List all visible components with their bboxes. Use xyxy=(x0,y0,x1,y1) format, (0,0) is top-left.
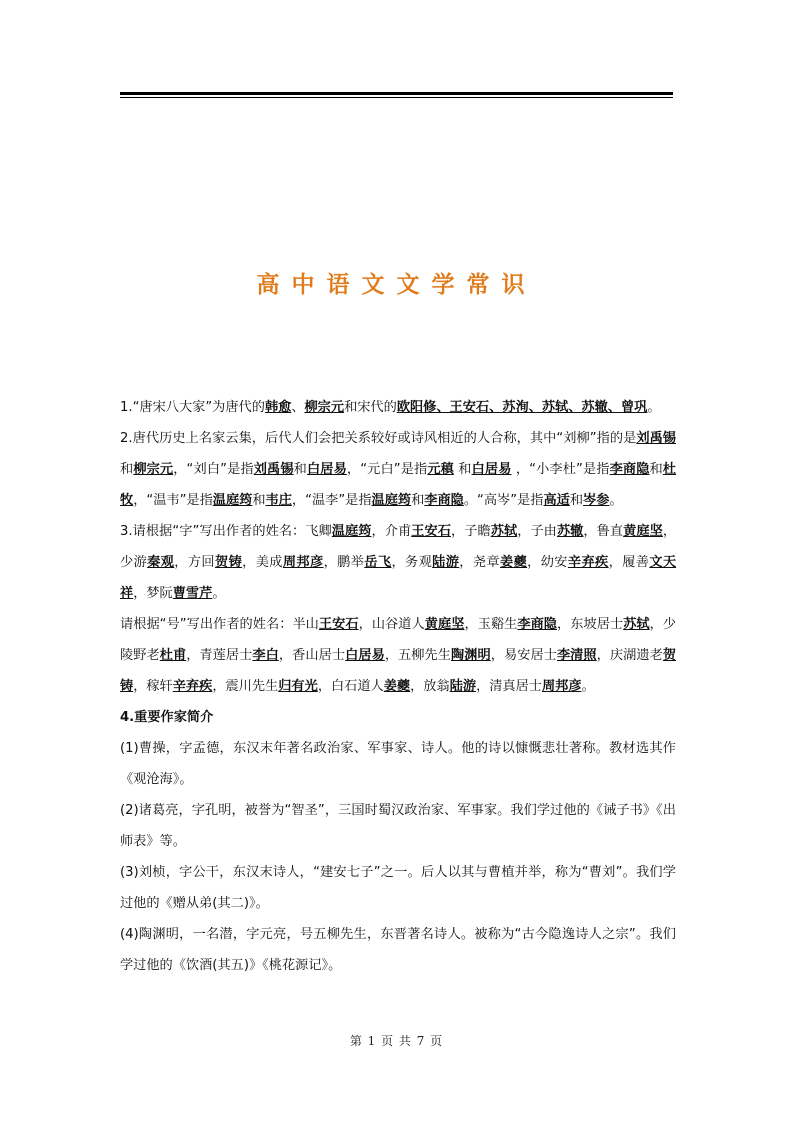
text-run: 。 xyxy=(647,400,661,415)
text-run: 。 xyxy=(581,679,595,694)
text-run: ，“温韦”是指 xyxy=(133,493,213,508)
text-run: ，履善 xyxy=(608,555,650,570)
author-name: 辛弃疾 xyxy=(567,555,609,570)
text-run: 和 xyxy=(569,493,584,508)
author-name: 刘禹锡 xyxy=(636,431,676,446)
section-2 xyxy=(120,423,676,516)
author-name: 陶渊明 xyxy=(451,648,491,663)
text-run: ，“刘白”是指 xyxy=(173,462,254,477)
header-rule-thin xyxy=(120,97,673,98)
text-run: ，少陵野老 xyxy=(120,617,677,663)
text-run: ，务观 xyxy=(391,555,433,570)
author-name: 归有光 xyxy=(278,679,318,694)
author-name: 杜牧 xyxy=(120,462,677,508)
document-body xyxy=(120,392,676,981)
text-run: 2.唐代历史上名家云集，后代人们会把关系较好或诗风相近的人合称，其中“刘柳”指的是 xyxy=(120,431,637,446)
author-name: 文天祥 xyxy=(120,555,677,601)
author-name: 岳飞 xyxy=(364,555,392,570)
author-name: 陆游 xyxy=(432,555,460,570)
bio-caocao: (1)曹操，字孟德，东汉末年著名政治家、军事家、诗人。他的诗以慷慨悲壮著称。教材选其作《观沧海》。 xyxy=(120,741,676,787)
text-run: ，梦阮 xyxy=(133,586,173,601)
header-rule-thick xyxy=(120,92,673,95)
author-name: 苏轼 xyxy=(490,524,518,539)
author-name: 周邦彦 xyxy=(542,679,582,694)
text-run: 。 xyxy=(212,586,226,601)
author-name: 李清照 xyxy=(556,648,597,663)
text-run: ，少游 xyxy=(120,524,677,570)
text-run: ，香山居士 xyxy=(278,648,346,663)
author-name: 姜夔 xyxy=(500,555,528,570)
bio-zhugeliang: (2)诸葛亮，字孔明，被誉为“智圣”，三国时蜀汉政治家、军事家。我们学过他的《诫子书》《出师表》等。 xyxy=(120,803,676,849)
author-name: 温庭筠 xyxy=(371,493,412,508)
author-name: 柳宗元 xyxy=(133,462,174,477)
author-name: 黄庭坚 xyxy=(623,524,663,539)
text-run: ，“温李”是指 xyxy=(291,493,372,508)
text-run: ，鲁直 xyxy=(583,524,624,539)
author-name: 温庭筠 xyxy=(331,524,372,539)
text-run: ，山谷道人 xyxy=(358,617,425,632)
document-title: 高中语文文学常识 xyxy=(256,272,537,298)
text-run: ，玉谿生 xyxy=(464,617,518,632)
text-run: ，易安居士 xyxy=(490,648,557,663)
text-run: ，五柳先生 xyxy=(384,648,452,663)
author-name: 曹雪芹 xyxy=(172,586,213,601)
text-run: ，幼安 xyxy=(527,555,568,570)
author-name: 元稹 xyxy=(427,462,454,477)
text-run: 和 xyxy=(252,493,266,508)
page-footer: 第 1 页 共 7 页 xyxy=(349,1034,444,1048)
text-run: ，庆湖遗老 xyxy=(596,648,663,663)
text-run: ，介甫 xyxy=(371,524,412,539)
author-name: 温庭筠 xyxy=(212,493,253,508)
author-name: 周邦彦 xyxy=(282,555,324,570)
author-name: 欧阳修、王安石、苏洵、苏轼、苏辙、曾巩 xyxy=(396,400,648,415)
author-name: 杜甫 xyxy=(159,648,187,663)
author-name: 刘禹锡 xyxy=(253,462,294,477)
author-name: 秦观 xyxy=(147,555,175,570)
author-name: 苏辙 xyxy=(556,524,584,539)
section-1 xyxy=(120,392,676,423)
author-name: 白居易 xyxy=(471,462,512,477)
author-name: 陆游 xyxy=(449,679,477,694)
text-run: 请根据“号”写出作者的姓名：半山 xyxy=(120,617,319,632)
author-name: 李白 xyxy=(252,648,279,663)
text-run: ，“元白”是指 xyxy=(346,462,428,477)
text-run: ，清真居士 xyxy=(476,679,542,694)
author-name: 姜夔 xyxy=(383,679,411,694)
text-run: ，方回 xyxy=(174,555,215,570)
author-name: 李商隐 xyxy=(609,462,650,477)
text-run: 。 xyxy=(609,493,623,508)
text-run: 。“高岑”是指 xyxy=(463,493,544,508)
author-name: 贺铸 xyxy=(120,648,677,694)
text-run: ，鹏举 xyxy=(323,555,365,570)
text-run: 、 xyxy=(291,400,305,415)
author-name: 贺铸 xyxy=(215,555,243,570)
text-run: ，美成 xyxy=(242,555,283,570)
section-3-hao xyxy=(120,609,676,702)
author-name: 柳宗元 xyxy=(304,400,345,415)
section-3 xyxy=(120,516,676,609)
text-run: 和 xyxy=(120,462,134,477)
text-run: 1.“唐宋八大家”为唐代的 xyxy=(120,400,265,415)
author-name: 王安石 xyxy=(318,617,359,632)
text-run: ，东坡居士 xyxy=(557,617,624,632)
author-name: 苏轼 xyxy=(623,617,650,632)
section-4-heading: 4.重要作家简介 xyxy=(120,710,214,725)
text-run: 和 xyxy=(649,462,663,477)
author-name: 白居易 xyxy=(345,648,385,663)
author-name: 王安石 xyxy=(411,524,451,539)
text-run: ，青莲居士 xyxy=(186,648,253,663)
text-run: 和宋代的 xyxy=(344,400,397,415)
author-name: 韩愈 xyxy=(264,400,292,415)
bio-liuzhen: (3)刘桢，字公干，东汉末诗人，“建安七子”之一。后人以其与曹植并举，称为“曹刘”。我们学过他的《赠从弟(其二)》。 xyxy=(120,865,676,911)
author-name: 韦庄 xyxy=(265,493,292,508)
text-run: ，子瞻 xyxy=(450,524,491,539)
text-run: ，放翁 xyxy=(410,679,450,694)
author-name: 李商隐 xyxy=(517,617,558,632)
text-run: ，尧章 xyxy=(459,555,501,570)
text-run: 和 xyxy=(453,462,472,477)
text-run: ，稼轩 xyxy=(133,679,173,694)
text-run: 和 xyxy=(293,462,307,477)
author-name: 黄庭坚 xyxy=(424,617,465,632)
author-name: 高适 xyxy=(543,493,570,508)
author-name: 白居易 xyxy=(306,462,347,477)
text-run: 3.请根据“字”写出作者的姓名：飞卿 xyxy=(120,524,332,539)
text-run: ，子由 xyxy=(517,524,557,539)
text-run: ，“小李杜”是指 xyxy=(511,462,610,477)
bio-taoyuanming: (4)陶渊明，一名潜，字元亮，号五柳先生，东晋著名诗人。被称为“古今隐逸诗人之宗”。我们学过他的《饮酒(其五)》《桃花源记》。 xyxy=(120,927,676,973)
text-run: ，震川先生 xyxy=(212,679,279,694)
author-name: 辛弃疾 xyxy=(172,679,213,694)
text-run: ，白石道人 xyxy=(317,679,384,694)
author-name: 岑参 xyxy=(583,493,610,508)
author-name: 李商隐 xyxy=(424,493,464,508)
text-run: 和 xyxy=(411,493,425,508)
